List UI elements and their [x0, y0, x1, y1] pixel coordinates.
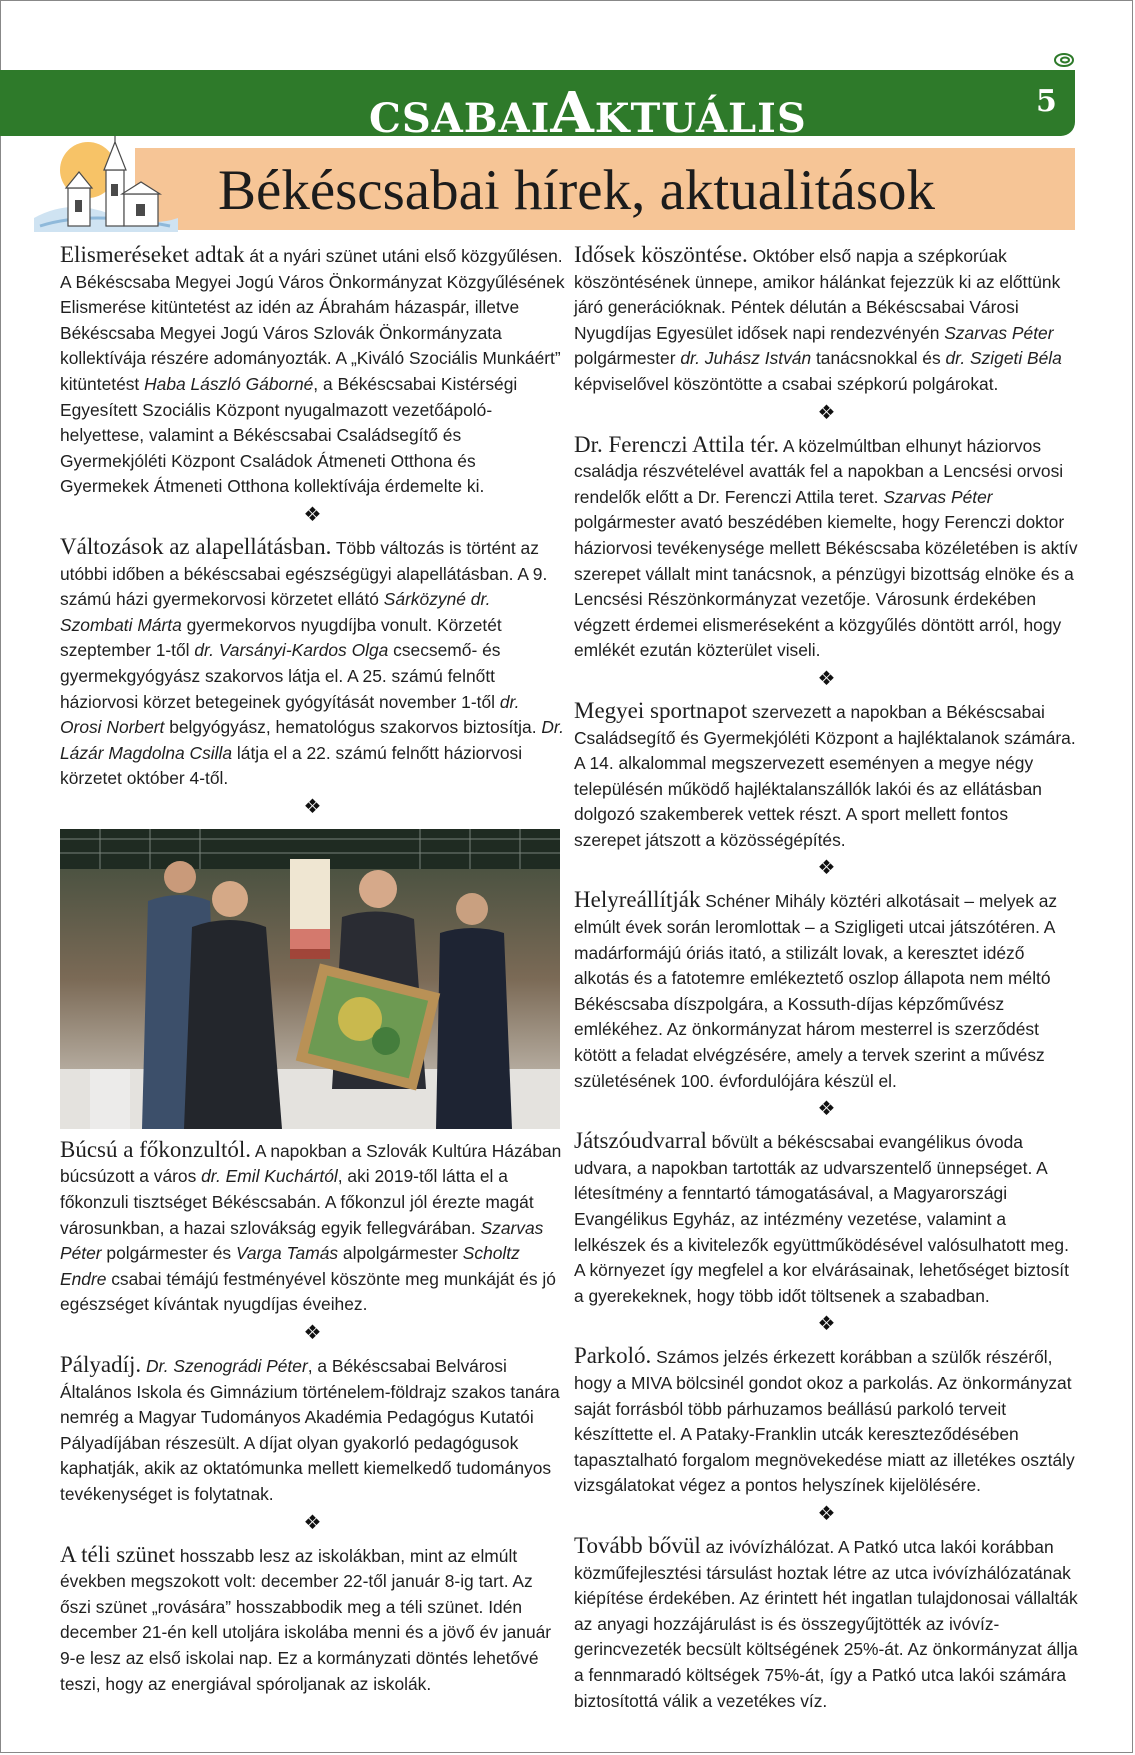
article-palyadij: [60, 1352, 565, 1508]
right-column: [574, 242, 1079, 1714]
left-column: [60, 242, 565, 1697]
article-text: az ivóvízhálózat. A Patkó utca lakói korábban közműfejlesztési társulást hoztak létre az utca ivóvízhálózatának kiépítése érdekében. Az érintett hét ingatlan tulajdonosai vállalták az anyagi hozzájárulást is és összegyűjtötték az ivóvíz-gerincvezeték becsült költségének 25%-át. Az önkormányzat állja a fennmaradó költségek 75%-át, így a Patkó utca lakói számára biztosítottá válik a vezetékes víz.: [574, 1536, 1078, 1711]
person-name: dr. Varsányi-Kardos Olga: [194, 640, 389, 661]
article-text: A napokban a Szlovák Kultúra Házában búcsúzott a város: [60, 1140, 562, 1187]
handshake-painting-photo: [60, 829, 560, 1129]
article-title: Megyei sportnapot: [574, 697, 748, 723]
article-title: Tovább bővül: [574, 1532, 701, 1558]
article-text: Több változás is történt az utóbbi időben a békéscsabai egészségügyi alapellátásban. A 9. számú házi gyermekorvosi körzetet ellátó: [60, 537, 548, 610]
article-title: Helyreállítják: [574, 887, 701, 913]
article-text: szervezett a napokban a Békéscsabai Családsegítő és Gyermekjóléti Központ a hajléktalanok számára. A 14. alkalommal megszervezett eseményen a megye négy településén működő hajléktalanszállók lakói és az ellátásban dolgozó szakemberek vettek részt. A sport mellett fontos szerepet játszott a közösségépítés.: [574, 701, 1076, 850]
divider-ornament: ❖: [303, 795, 322, 818]
article-text: át a nyári szünet utáni első közgyűlésen. A Békéscsaba Megyei Jogú Város Önkormányzat Közgyűlésének Elismerése kitüntetést az idén az Ábrahám házaspár, illetve Békéscsaba Megyei Jogú Város Szlovák Önkormányzata kollektívája részére adományozták. A „Kiváló Szociális Munkáért” kitüntetést: [60, 246, 565, 394]
article-helyreallitjak: [574, 887, 1079, 1094]
article-ivovizhalozat: [574, 1533, 1079, 1714]
article-sportnap: [574, 698, 1079, 854]
article-ferenczi-ter: [574, 432, 1079, 664]
article-text: , a Békéscsabai Kistérségi Egyesített Szociális Központ nyugalmazott vezetőápoló-helyettese, valamint a Békéscsabai Családsegítő és Gyermekjóléti Központ Családok Átmeneti Otthona és Gyermekek Átmeneti Otthona kollektívája érdemelte ki.: [60, 373, 518, 497]
article-title: Pályadíj.: [60, 1352, 142, 1378]
person-name: dr. Juhász István: [680, 348, 812, 369]
person-name: Szarvas Péter: [944, 322, 1054, 343]
masthead-initial: A: [550, 80, 595, 146]
article-text: , aki 2019-től látta el a főkonzuli tisztséget Békéscsabán. A főkonzul jól érezte magát városunkban, a hazai szlovákság egyik fellegvárában.: [60, 1166, 534, 1238]
article-text: A közelmúltban elhunyt háziorvos családja részvételével avatták fel a napokban a Lencsési orvosi rendelők előtt a Dr. Ferenczi Attila teret.: [574, 435, 1064, 507]
divider-ornament: ❖: [817, 401, 836, 424]
article-alapellatas: [60, 534, 565, 792]
article-parkolo: [574, 1343, 1079, 1499]
article-bucsu-fokonzul: [60, 1137, 565, 1318]
swirl-logo-icon: [1053, 52, 1075, 68]
divider-ornament: ❖: [817, 1313, 836, 1336]
masthead-word-2: KTUÁLIS: [594, 95, 807, 142]
article-text: tanácsnokkal és: [811, 348, 946, 369]
person-name: Varga Tamás: [235, 1243, 339, 1264]
article-text: , a Békéscsabai Belvárosi Általános Iskola és Gimnázium történelem-földrajz szakos tanára nemrég a Magyar Tudományos Akadémia Pedagógus Kutatói Pályadíjában részesült. A díjat olyan gyakorló pedagógusok kaphatják, akik az oktatómunka mellett kiemelkedő tudományos tevékenységet is folytatnak.: [60, 1356, 560, 1504]
article-text: Október első napja a szépkorúak köszöntésének ünnepe, amikor hálánkat fejezzük ki az előttünk járó generációknak. Péntek délután a Békéscsabai Városi Nyugdíjas Egyesület idősek napi rendezvényén: [574, 246, 1061, 343]
article-text: belgyógyász, hematológus szakorvos biztosítja.: [164, 717, 542, 738]
article-text: polgármester avató beszédében kiemelte, hogy Ferenczi doktor háziorvosi tevékenysége mellett Békéscsaba közéletében is aktív szerepet vállalt mint tanácsnok, a pénzügyi bizottság elnöke és a Lencsési Részönkormányzat vezetője. Városunk érdekében végzett érdemei elismeréseként a közgyűlés döntött arról, hogy emlékét ezután közterület viseli.: [574, 512, 1078, 661]
person-name: Dr. Lázár Magdolna Csilla: [60, 717, 564, 763]
article-text: hosszabb lesz az iskolákban, mint az elmúlt években megszokott volt: december 22-től január 8-ig tart. Az őszi szünet „rovására” hosszabbodik meg a téli szünet. Idén december 21-én kell utoljára iskolába menni és a jövő év január 9-e lesz az első iskolai nap. Ez a kormányzati döntés lehetővé teszi, hogy az energiával spóroljanak az iskolák.: [60, 1545, 552, 1694]
church-illustration-icon: [30, 136, 180, 240]
section-title: Békéscsabai hírek, aktualitások: [218, 159, 936, 222]
divider-ornament: ❖: [817, 1098, 836, 1121]
divider-ornament: ❖: [303, 1511, 322, 1534]
article-teli-szunet: [60, 1542, 565, 1698]
article-text: polgármester és: [101, 1243, 236, 1264]
article-elismeresek: [60, 242, 565, 500]
article-jatszoudvar: [574, 1128, 1079, 1309]
article-idosek: [574, 242, 1079, 398]
page-number: 5: [1036, 84, 1057, 119]
masthead-title: [369, 80, 807, 146]
article-text: képviselővel köszöntötte a csabai szépkorú polgárokat.: [574, 373, 999, 394]
divider-ornament: ❖: [303, 1322, 322, 1345]
article-title: A téli szünet: [60, 1541, 175, 1567]
person-name: dr. Szigeti Béla: [945, 348, 1062, 369]
article-title: Idősek köszöntése.: [574, 242, 748, 267]
article-text: csabai témájú festményével köszönte meg munkáját és jó egészséget kívántak nyugdíjas éveihez.: [60, 1268, 556, 1315]
divider-ornament: ❖: [817, 1502, 836, 1525]
article-text: bővült a békéscsabai evangélikus óvoda udvara, a napokban tartották az udvarszentelő ünnepséget. A létesítmény a fenntartó támogatásával, a Magyarországi Evangélikus Egyház, az intézmény vezetése, valamint a lelkészek és a kivitelezők együttműködésével valósulhatott meg. A környezet így megfelel a kor elvárásainak, lehetőséget biztosít a gyerekeknek, hogy több időt töltsenek a szabadban.: [574, 1132, 1069, 1306]
article-title: Búcsú a főkonzultól.: [60, 1136, 251, 1162]
divider-ornament: ❖: [303, 503, 322, 526]
article-title: Elismeréseket adtak: [60, 242, 245, 267]
person-name: Sárközyné dr. Szombati Márta: [60, 589, 491, 635]
divider-ornament: ❖: [817, 667, 836, 690]
divider-ornament: ❖: [817, 857, 836, 880]
person-name: dr. Orosi Norbert: [60, 691, 520, 738]
person-name: Szarvas Péter: [883, 486, 993, 507]
person-name: Szarvas Péter: [60, 1217, 544, 1264]
article-text: csecsemő- és gyermekgyógyász szakorvos látja el. A 25. számú felnőtt háziorvosi körzet betegeinek gyógyítását november 1-től: [60, 640, 501, 712]
person-name: Dr. Szenográdi Péter: [145, 1356, 308, 1377]
article-text: Schéner Mihály köztéri alkotásait – melyek az elmúlt évek során leromlottak – a Szigligeti utcai játszótéren. A madárformájú óriás itató, a stilizált lovak, a keresztet idéző alkotás és a fatotemre emlékeztető oszlop állapota nem méltó Békéscsaba díszpolgára, a Kossuth-díjas képzőművész emlékéhez. Az önkormányzat három mesterrel is szerződést kötött a feladat elvégzésére, amely a tervek szerint a művész születésének 100. évfordulójára készül el.: [574, 891, 1058, 1091]
article-photo: [60, 829, 560, 1129]
article-text: látja el a 22. számú felnőtt háziorvosi körzetet október 4-től.: [60, 742, 523, 789]
article-title: Változások az alapellátásban.: [60, 533, 332, 559]
article-text: Számos jelzés érkezett korábban a szülők részéről, hogy a MIVA bölcsinél gondot okoz a parkolás. Az önkormányzat saját forrásból több párhuzamos beállású parkoló terveit készíttette el. A Pataky-Franklin utcák kereszteződésében tapasztalható forgalom megnövekedése miatt az illetékes osztály vizsgálatokat végez a pontos helyszínek kijelölésére.: [574, 1347, 1075, 1496]
person-name: Scholtz Endre: [60, 1243, 520, 1289]
article-text: polgármester: [574, 348, 681, 369]
article-title: Parkoló.: [574, 1343, 652, 1369]
article-title: Játszóudvarral: [574, 1128, 707, 1154]
article-text: gyermekorvos nyugdíjba vonult. Körzetét szeptember 1-től: [60, 614, 502, 661]
article-text: alpolgármester: [338, 1243, 463, 1264]
article-title: Dr. Ferenczi Attila tér.: [574, 431, 780, 457]
person-name: dr. Emil Kuchártól: [201, 1166, 338, 1187]
person-name: Haba László Gáborné: [144, 373, 314, 394]
masthead-word-1: CSABAI: [369, 95, 551, 142]
